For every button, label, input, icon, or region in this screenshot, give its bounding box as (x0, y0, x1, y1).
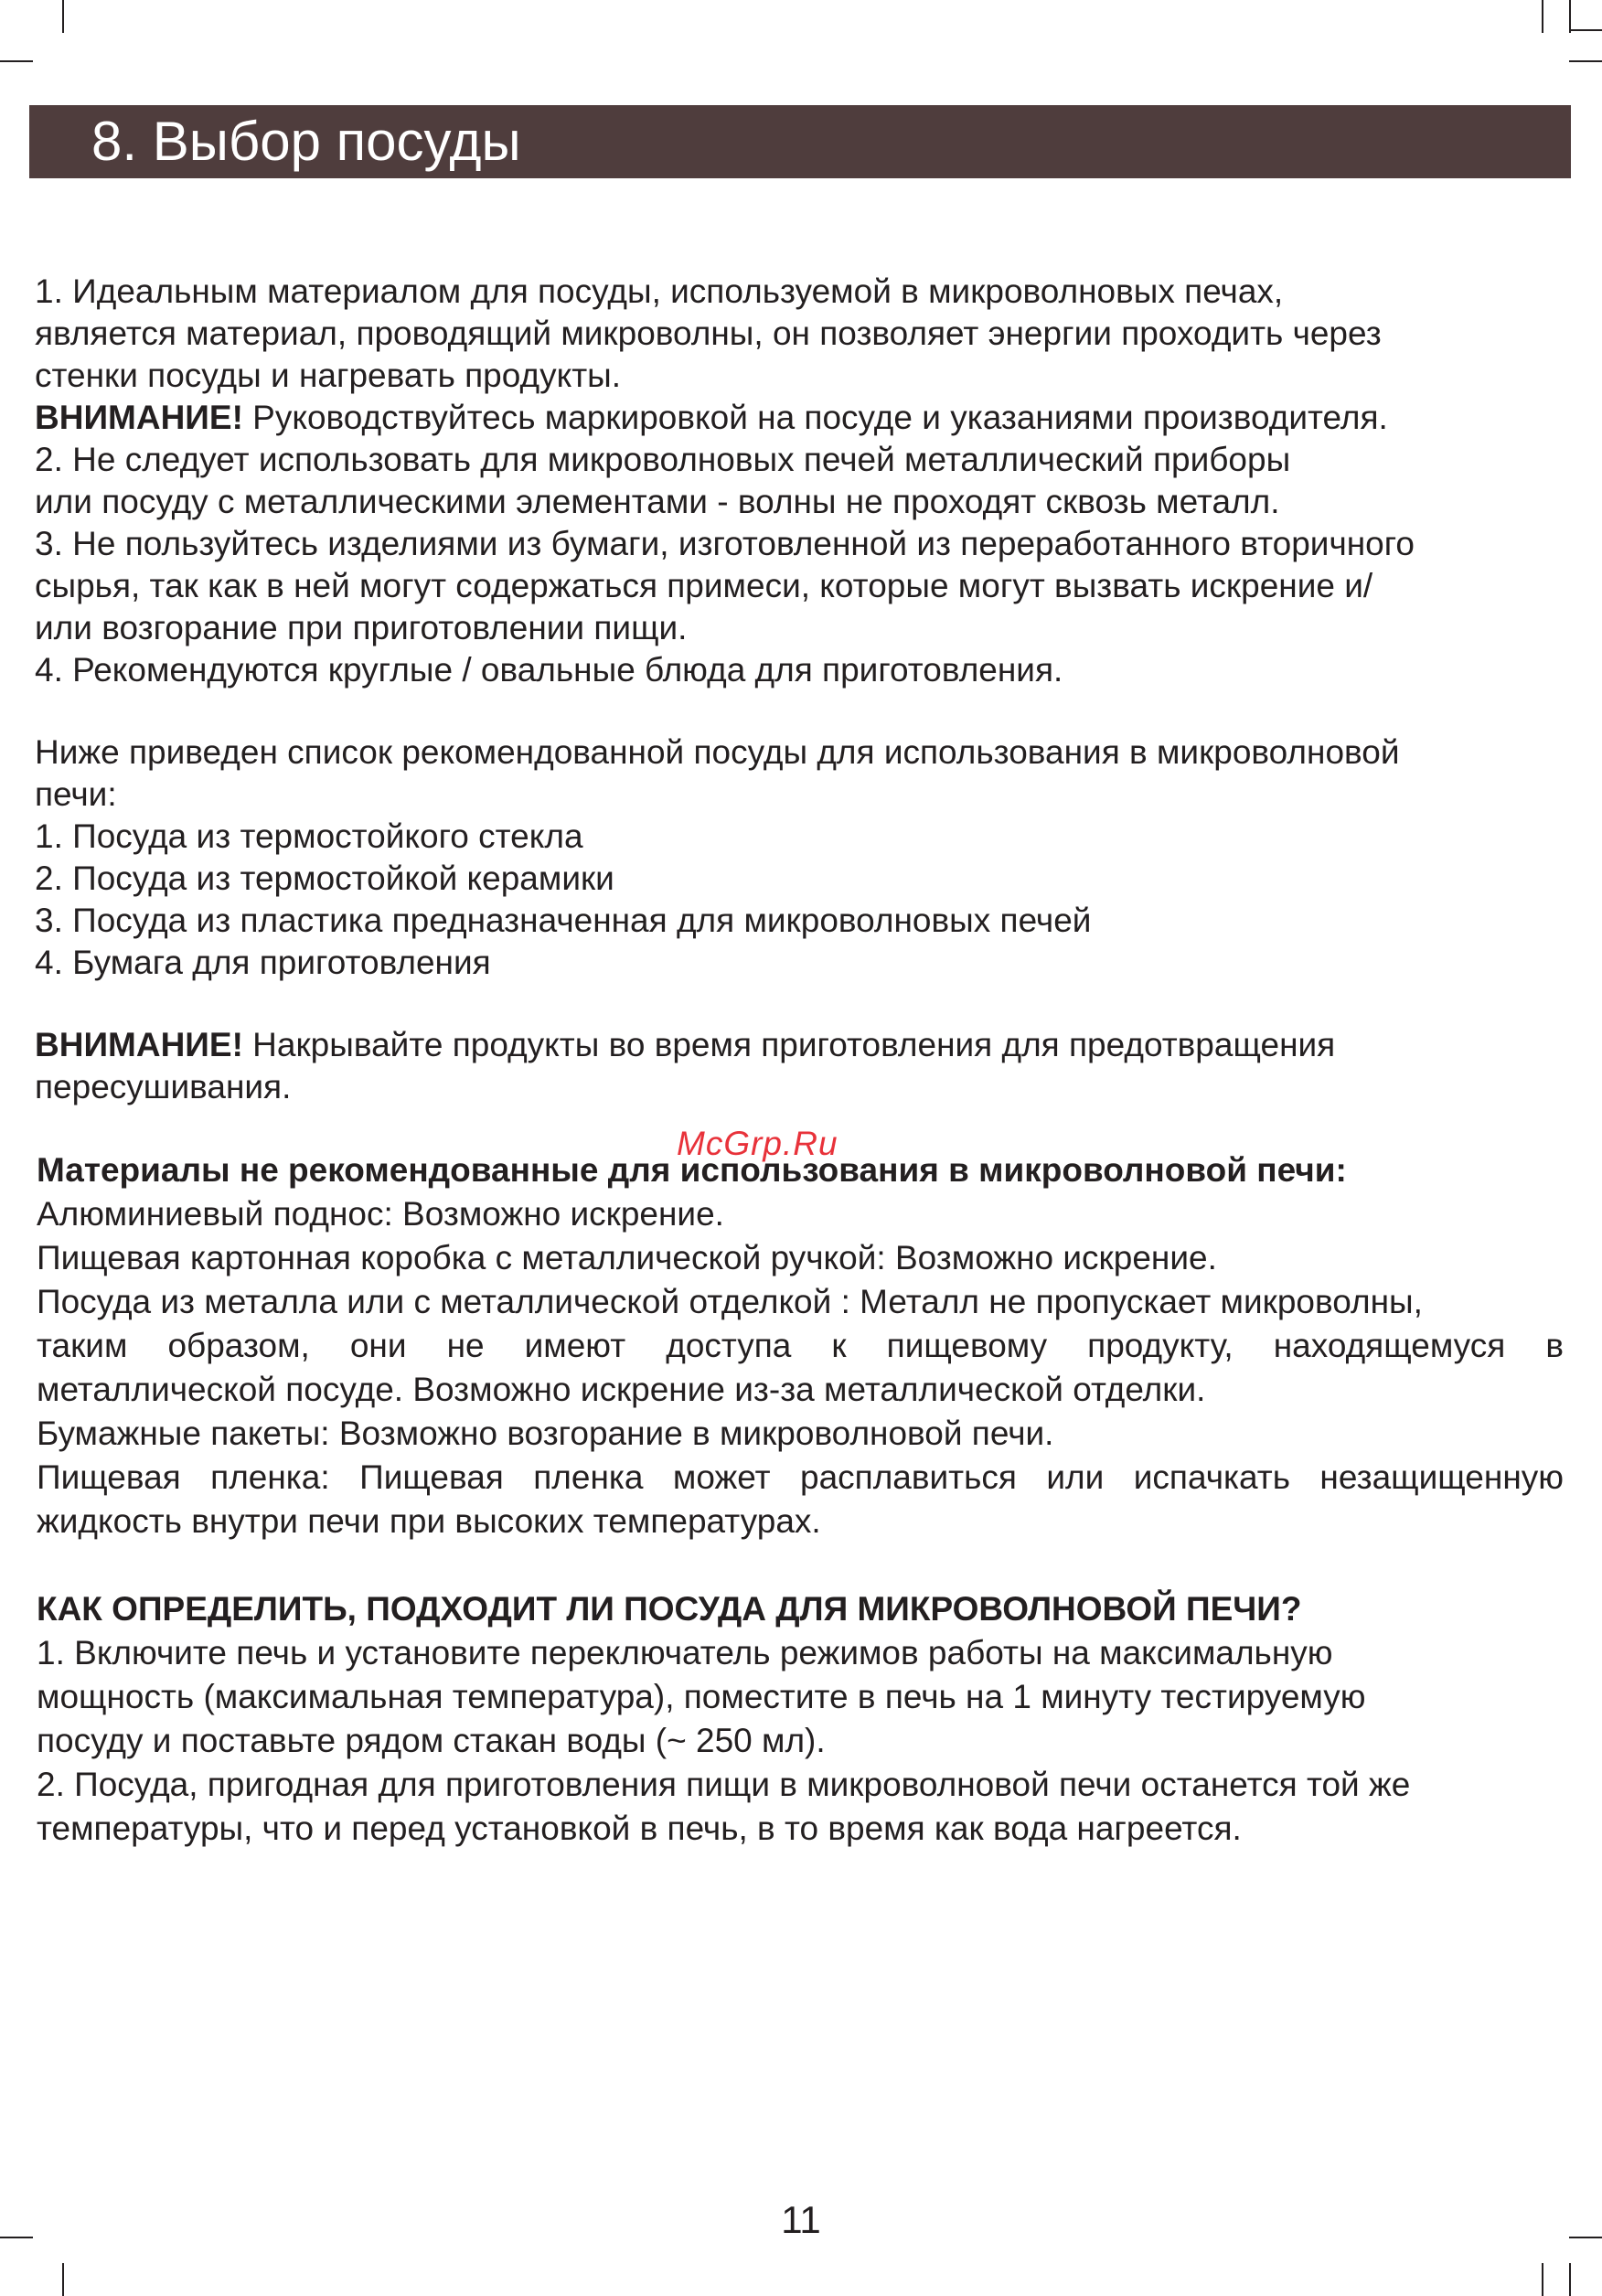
howto-section (37, 1587, 1564, 1851)
section-heading: КАК ОПРЕДЕЛИТЬ, ПОДХОДИТ ЛИ ПОСУДА ДЛЯ МИКРОВОЛНОВОЙ ПЕЧИ? (37, 1590, 1302, 1628)
crop-mark (1542, 2263, 1543, 2296)
crop-mark (1542, 0, 1543, 33)
text-line: Пищевая пленка: Пищевая пленка может расплавиться или испачкать незащищенную (37, 1458, 1564, 1496)
text-line: Пищевая картонная коробка с металлической ручкой: Возможно искрение. (37, 1239, 1217, 1276)
text-line: посуду и поставьте рядом стакан воды (~ 250 мл). (37, 1722, 826, 1759)
text-line: 3. Не пользуйтесь изделиями из бумаги, изготовленной из переработанного вторичного (35, 525, 1415, 562)
list-item: 2. Посуда из термостойкой керамики (35, 860, 614, 897)
text-line: мощность (максимальная температура), поместите в печь на 1 минуту тестируемую (37, 1678, 1366, 1715)
text-line: 2. Не следует использовать для микроволновых печей металлический приборы (35, 441, 1291, 478)
warning-label: ВНИМАНИЕ! (35, 399, 243, 436)
text-line: Посуда из металла или с металлической отделкой : Металл не пропускает микроволны, (37, 1283, 1423, 1320)
text-line: таким образом, они не имеют доступа к пищевому продукту, находящемуся в (37, 1327, 1564, 1364)
text-line: печи: (35, 775, 117, 813)
intro-section (35, 271, 1571, 1108)
section-header-bar (29, 105, 1571, 178)
crop-mark (62, 2263, 64, 2296)
list-item: 1. Посуда из термостойкого стекла (35, 817, 583, 855)
section-heading: Материалы не рекомендованные для использования в микроволновой печи: (37, 1151, 1347, 1189)
not-recommended-section (37, 1148, 1564, 1543)
list-item: 3. Посуда из пластика предназначенная для микроволновых печей (35, 902, 1092, 939)
list-item: 4. Бумага для приготовления (35, 944, 491, 981)
text-line: сырья, так как в ней могут содержаться примеси, которые могут вызвать искрение и/ (35, 567, 1373, 604)
text-line: пересушивания. (35, 1068, 292, 1105)
section-title: 8. Выбор посуды (91, 111, 521, 172)
warning-label: ВНИМАНИЕ! (35, 1026, 243, 1063)
text-line: 4. Рекомендуются круглые / овальные блюда для приготовления. (35, 651, 1063, 689)
crop-mark (1569, 60, 1602, 62)
text-line: или посуду с металлическими элементами - волны не проходят сквозь металл. (35, 483, 1280, 520)
crop-mark (1569, 2263, 1571, 2296)
warning-text: Накрывайте продукты во время приготовления для предотвращения (242, 1026, 1336, 1063)
crop-mark (62, 0, 64, 33)
watermark: McGrp.Ru (677, 1125, 838, 1162)
text-line: 1. Идеальным материалом для посуды, используемой в микроволновых печах, (35, 272, 1284, 310)
crop-mark (1569, 29, 1602, 31)
text-line: 2. Посуда, пригодная для приготовления пищи в микроволновой печи останется той же (37, 1766, 1411, 1803)
text-line: 1. Включите печь и установите переключатель режимов работы на максимальную (37, 1634, 1333, 1671)
crop-mark (0, 60, 33, 62)
text-line: стенки посуды и нагревать продукты. (35, 357, 622, 394)
text-line: Бумажные пакеты: Возможно возгорание в микроволновой печи. (37, 1415, 1054, 1452)
text-line: Ниже приведен список рекомендованной посуды для использования в микроволновой (35, 733, 1400, 771)
warning-line (35, 397, 1571, 439)
page-number: 11 (781, 2198, 821, 2241)
text-line: Алюминиевый поднос: Возможно искрение. (37, 1195, 724, 1233)
crop-mark (1569, 0, 1571, 33)
text-line: жидкость внутри печи при высоких температурах. (37, 1502, 821, 1540)
warning-line (35, 1024, 1571, 1066)
text-line: является материал, проводящий микроволны, он позволяет энергии проходить через (35, 315, 1382, 352)
text-line: температуры, что и перед установкой в печь, в то время как вода нагреется. (37, 1810, 1242, 1847)
text-line: или возгорание при приготовлении пищи. (35, 609, 688, 646)
warning-text: Руководствуйтесь маркировкой на посуде и указаниями производителя. (242, 399, 1388, 436)
text-line: металлической посуде. Возможно искрение из-за металлической отделки. (37, 1371, 1206, 1408)
